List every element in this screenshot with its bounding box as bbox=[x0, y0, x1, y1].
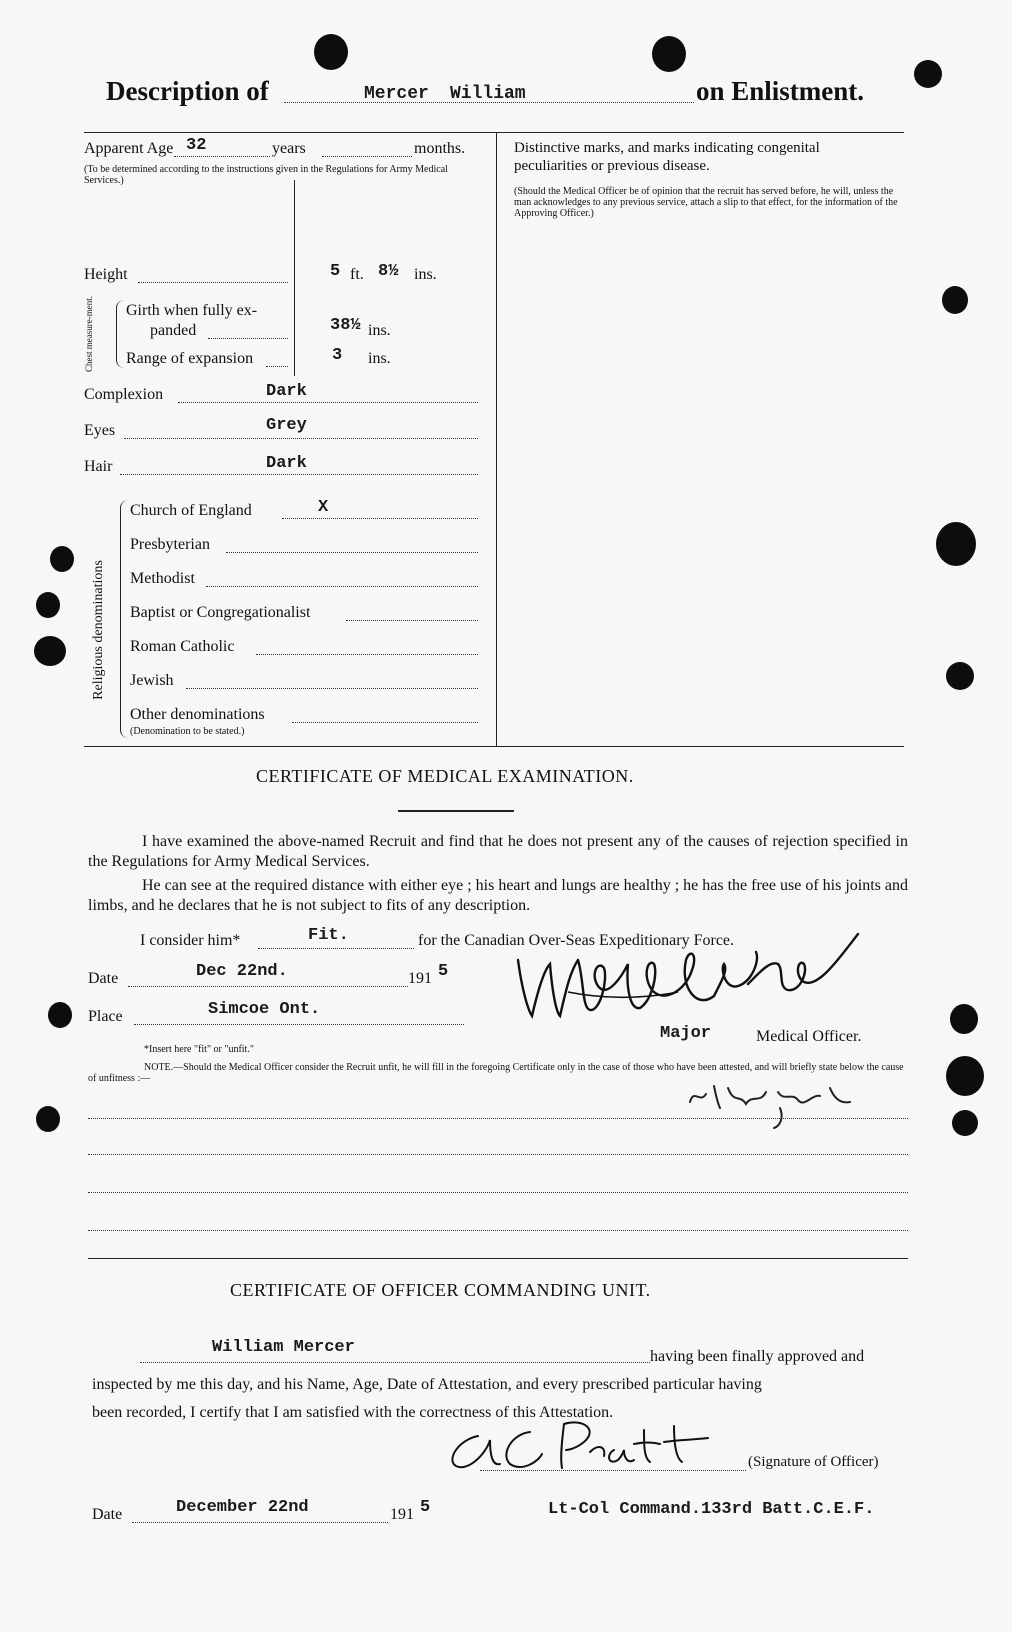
chest-brace bbox=[116, 300, 125, 368]
section-rule bbox=[88, 1258, 908, 1259]
punch-hole bbox=[652, 36, 686, 72]
chest-side-label: Chest measure-ment. bbox=[84, 296, 94, 372]
religion-line bbox=[292, 722, 478, 723]
months-label: months. bbox=[414, 140, 466, 157]
unfitness-line bbox=[88, 1154, 908, 1155]
commanding-date-label: Date bbox=[92, 1506, 123, 1523]
medical-date-label: Date bbox=[88, 970, 119, 987]
commanding-date-value: December 22nd bbox=[176, 1498, 309, 1517]
fit-value: Fit. bbox=[308, 926, 349, 945]
consider-label: I consider him* bbox=[140, 932, 241, 949]
religion-other: Other denominations bbox=[130, 706, 265, 723]
religion-baptist: Baptist or Congregationalist bbox=[130, 604, 311, 621]
punch-hole bbox=[936, 522, 976, 566]
medical-date-value: Dec 22nd. bbox=[196, 962, 288, 981]
signature-line bbox=[480, 1470, 746, 1471]
religion-roman-catholic: Roman Catholic bbox=[130, 638, 235, 655]
punch-hole bbox=[50, 546, 74, 572]
fit-line bbox=[258, 948, 414, 949]
religion-jewish: Jewish bbox=[130, 672, 174, 689]
religion-side-label: Religious denominations bbox=[91, 560, 106, 700]
handwritten-note bbox=[680, 1074, 880, 1134]
medical-title: CERTIFICATE OF MEDICAL EXAMINATION. bbox=[256, 766, 634, 786]
complexion-label: Complexion bbox=[84, 386, 164, 403]
complexion-value: Dark bbox=[266, 382, 307, 401]
commanding-title: CERTIFICATE OF OFFICER COMMANDING UNIT. bbox=[230, 1280, 651, 1300]
insert-note: *Insert here "fit" or "unfit." bbox=[144, 1044, 254, 1055]
religion-line bbox=[226, 552, 478, 553]
signature-label: (Signature of Officer) bbox=[748, 1454, 879, 1470]
hair-label: Hair bbox=[84, 458, 113, 475]
punch-hole bbox=[946, 1056, 984, 1096]
punch-hole bbox=[34, 636, 66, 666]
punch-hole bbox=[946, 662, 974, 690]
range-label: Range of expansion bbox=[126, 350, 254, 367]
religion-line bbox=[186, 688, 478, 689]
recruit-name-line bbox=[140, 1362, 650, 1363]
eyes-line bbox=[124, 438, 478, 439]
commanding-year-prefix: 191 bbox=[390, 1506, 414, 1523]
commanding-para-line-2: inspected by me this day, and his Name, Age, Date of Attestation, and every prescribed particular having bbox=[92, 1376, 762, 1393]
girth-label-2: panded bbox=[150, 322, 197, 339]
religion-line bbox=[256, 654, 478, 655]
age-note: (To be determined according to the instructions given in the Regulations for Army Medical Services.) bbox=[84, 164, 448, 186]
range-value: 3 bbox=[332, 346, 343, 365]
complexion-line bbox=[178, 402, 478, 403]
place-line bbox=[134, 1024, 464, 1025]
commanding-date-line bbox=[132, 1522, 388, 1523]
religion-line bbox=[346, 620, 478, 621]
punch-hole bbox=[36, 1106, 60, 1132]
punch-hole bbox=[952, 1110, 978, 1136]
medical-para-1: I have examined the above-named Recruit and find that he does not present any of the causes of rejection specified in the Regulations for Army Medical Services. bbox=[88, 833, 908, 870]
officer-title-value: Lt-Col Command.133rd Batt.C.E.F. bbox=[548, 1500, 875, 1519]
girth-line bbox=[208, 338, 288, 339]
height-ft-value: 5 bbox=[330, 262, 341, 281]
punch-hole bbox=[48, 1002, 72, 1028]
marks-note: (Should the Medical Officer be of opinion that the recruit has served before, he will, unless the man acknowledges to any previous service, attach a slip to that effect, for the information of the Approving Officer.) bbox=[514, 186, 898, 219]
religion-mark: X bbox=[318, 498, 329, 517]
girth-ins-label: ins. bbox=[368, 322, 391, 339]
header-prefix: Description of bbox=[106, 76, 269, 106]
height-label: Height bbox=[84, 266, 128, 283]
age-line bbox=[174, 156, 270, 157]
punch-hole bbox=[36, 592, 60, 618]
medical-para-2: He can see at the required distance with either eye ; his heart and lungs are healthy ; he has the free use of his joints and limbs, and he declares that he is not subject to fits of any description. bbox=[88, 877, 908, 914]
months-line bbox=[322, 156, 412, 157]
ft-label: ft. bbox=[350, 266, 364, 283]
place-value: Simcoe Ont. bbox=[208, 1000, 321, 1019]
ins-label: ins. bbox=[414, 266, 437, 283]
unfitness-line bbox=[88, 1118, 908, 1119]
punch-hole bbox=[314, 34, 348, 70]
height-in-value: 8½ bbox=[378, 262, 399, 281]
medical-date-line bbox=[128, 986, 408, 987]
medical-year-digit: 5 bbox=[438, 962, 449, 981]
denomination-note: (Denomination to be stated.) bbox=[130, 726, 245, 737]
eyes-label: Eyes bbox=[84, 422, 116, 439]
medical-year-prefix: 191 bbox=[408, 970, 432, 987]
hair-line bbox=[120, 474, 478, 475]
religion-line bbox=[206, 586, 478, 587]
unfitness-line bbox=[88, 1192, 908, 1193]
religion-brace bbox=[120, 500, 129, 738]
header-given-name: William bbox=[450, 84, 526, 104]
hair-value: Dark bbox=[266, 454, 307, 473]
rank-value: Major bbox=[660, 1024, 712, 1043]
range-ins-label: ins. bbox=[368, 350, 391, 367]
unfit-note: NOTE.—Should the Medical Officer consider the Recruit unfit, he will fill in the foregoing Certificate only in the case of those who have been attested, and will briefly state below the cause of unfitness :— bbox=[88, 1062, 904, 1084]
approved-label: having been finally approved and bbox=[650, 1348, 865, 1365]
eyes-value: Grey bbox=[266, 416, 307, 435]
age-value: 32 bbox=[186, 136, 207, 155]
marks-title-2: peculiarities or previous disease. bbox=[514, 158, 710, 174]
girth-value: 38½ bbox=[330, 316, 361, 335]
age-label: Apparent Age bbox=[84, 140, 174, 157]
recruit-name-value: William Mercer bbox=[212, 1338, 355, 1357]
force-label: for the Canadian Over-Seas Expeditionary Force. bbox=[418, 932, 735, 949]
punch-hole bbox=[950, 1004, 978, 1034]
commanding-para-line-3: been recorded, I certify that I am satisfied with the correctness of this Attestation. bbox=[92, 1404, 614, 1421]
religion-church-of-england: Church of England bbox=[130, 502, 252, 519]
section-rule bbox=[84, 746, 904, 747]
religion-line bbox=[282, 518, 478, 519]
marks-title-1: Distinctive marks, and marks indicating congenital bbox=[514, 140, 820, 156]
range-line bbox=[266, 366, 288, 367]
left-inner-divider bbox=[294, 180, 295, 376]
header-surname: Mercer bbox=[364, 84, 429, 104]
height-line bbox=[138, 282, 288, 283]
place-label: Place bbox=[88, 1008, 123, 1025]
years-label: years bbox=[272, 140, 306, 157]
punch-hole bbox=[914, 60, 942, 88]
commanding-year-digit: 5 bbox=[420, 1498, 431, 1517]
center-divider bbox=[496, 132, 497, 746]
punch-hole bbox=[942, 286, 968, 314]
top-rule bbox=[84, 132, 904, 133]
religion-methodist: Methodist bbox=[130, 570, 195, 587]
girth-label-1: Girth when fully ex- bbox=[126, 302, 258, 319]
unfitness-line bbox=[88, 1230, 908, 1231]
medical-title-rule bbox=[398, 810, 514, 812]
medical-officer-label: Medical Officer. bbox=[756, 1028, 862, 1045]
header-suffix: on Enlistment. bbox=[696, 76, 865, 106]
religion-presbyterian: Presbyterian bbox=[130, 536, 210, 553]
